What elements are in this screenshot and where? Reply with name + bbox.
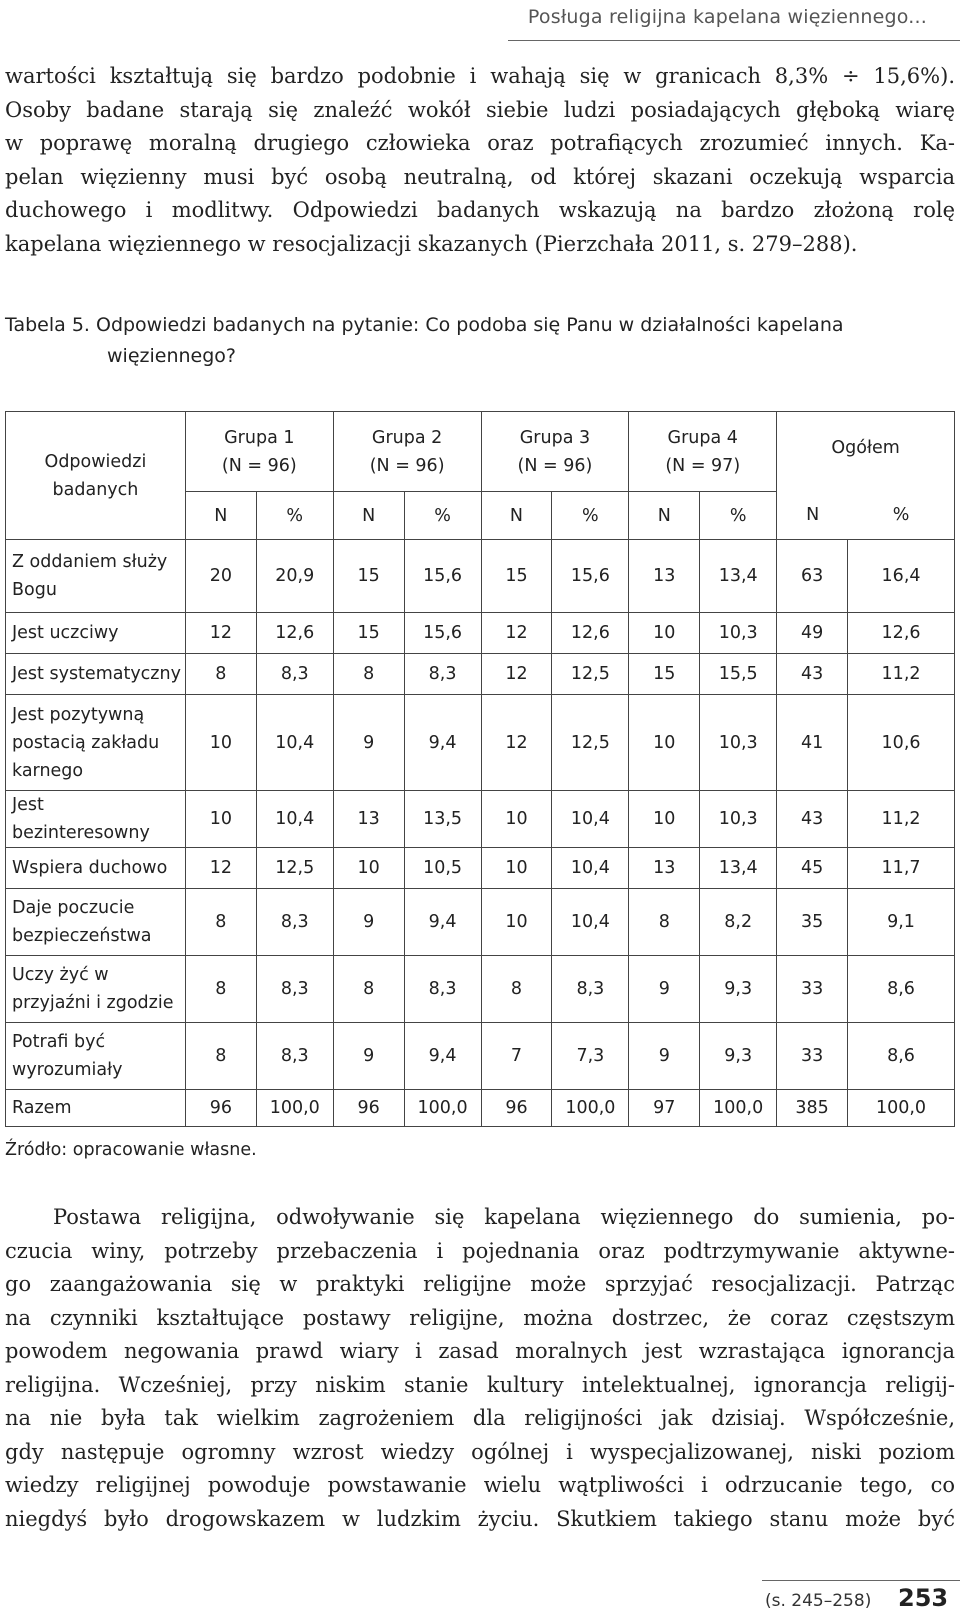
cell-n: 96: [333, 1090, 404, 1127]
cell-pct: 12,5: [552, 654, 629, 695]
cell-pct: 9,1: [848, 889, 955, 956]
cell-pct: 15,6: [404, 613, 481, 654]
cell-pct: 8,6: [848, 956, 955, 1023]
cell-n: 12: [185, 848, 256, 889]
header-respondents: Odpowiedzi badanych: [6, 412, 186, 540]
cell-pct: 8,3: [256, 1023, 333, 1090]
cell-pct: 10,4: [256, 695, 333, 791]
cell-n: 15: [629, 654, 700, 695]
cell-pct: 13,4: [700, 848, 777, 889]
cell-pct: 100,0: [404, 1090, 481, 1127]
cell-n: 13: [629, 848, 700, 889]
cell-pct: 12,6: [552, 613, 629, 654]
text-line: duchowego i modlitwy. Odpowiedzi badanych wskazują na bardzo złożoną rolę: [5, 198, 955, 222]
caption-line: więziennego?: [107, 345, 236, 367]
data-table: [5, 411, 955, 1127]
cell-pct: 100,0: [848, 1090, 955, 1127]
group-n: (N = 96): [517, 455, 593, 476]
text-line: na czynniki kształtujące postawy religijne, można dostrzec, że coraz częstszym: [5, 1305, 955, 1330]
cell-n: 96: [185, 1090, 256, 1127]
cell-pct: 12,6: [848, 613, 955, 654]
sub-header-pct: %: [404, 492, 481, 540]
cell-n: 8: [333, 654, 404, 695]
sub-header-n: N: [333, 492, 404, 540]
cell-pct: 15,5: [700, 654, 777, 695]
cell-n: 10: [629, 695, 700, 791]
row-label: Wspiera duchowo: [6, 848, 186, 889]
cell-pct: 9,3: [700, 1023, 777, 1090]
cell-n: 10: [629, 613, 700, 654]
cell-n: 9: [629, 1023, 700, 1090]
page-number: 253: [898, 1584, 949, 1612]
total-label: Ogółem: [831, 438, 900, 458]
text-line: w poprawę moralną drugiego człowieka oraz potrafiących zrozumieć innych. Ka-: [5, 131, 955, 155]
cell-n: 8: [629, 889, 700, 956]
cell-n: 10: [629, 791, 700, 848]
header-group: [185, 412, 333, 492]
text-line: powodem negowania prawd wiary i zasad moralnych jest wzrastająca ignorancja: [5, 1339, 955, 1363]
header-group: [629, 412, 777, 492]
table-row: [6, 889, 955, 956]
cell-pct: 9,4: [404, 889, 481, 956]
source-note: Źródło: opracowanie własne.: [5, 1140, 257, 1160]
cell-pct: 8,3: [256, 889, 333, 956]
cell-n: 8: [481, 956, 552, 1023]
cell-n: 385: [777, 1090, 848, 1127]
cell-pct: 8,3: [552, 956, 629, 1023]
group-n: (N = 96): [369, 455, 445, 476]
sub-header-n: N: [185, 492, 256, 540]
text-line: kapelana więziennego w resocjalizacji skazanych (Pierzchała 2011, s. 279–288).: [5, 231, 858, 256]
cell-pct: 10,4: [256, 791, 333, 848]
group-name: Grupa 3: [519, 427, 591, 448]
text-line: czucia winy, potrzeby przebaczenia i pojednania oraz podtrzymywanie aktywne-: [5, 1238, 955, 1263]
cell-pct: 12,6: [256, 613, 333, 654]
page-range: (s. 245–258): [765, 1591, 872, 1611]
table-row: [6, 1023, 955, 1090]
cell-n: 20: [185, 540, 256, 613]
sub-header-pct: %: [700, 492, 777, 540]
cell-n: 10: [481, 889, 552, 956]
cell-n: 9: [333, 1023, 404, 1090]
cell-pct: 11,2: [848, 791, 955, 848]
sub-header-pct: %: [256, 492, 333, 540]
cell-pct: 10,4: [552, 791, 629, 848]
group-name: Grupa 2: [371, 427, 443, 448]
cell-pct: 8,6: [848, 1023, 955, 1090]
table-caption: [5, 310, 955, 372]
cell-n: 10: [185, 791, 256, 848]
group-name: Grupa 4: [667, 427, 738, 448]
cell-n: 15: [333, 613, 404, 654]
cell-pct: 16,4: [848, 540, 955, 613]
cell-n: 15: [481, 540, 552, 613]
cell-n: 9: [629, 956, 700, 1023]
table-row: [6, 1090, 955, 1127]
cell-pct: 10,3: [700, 791, 777, 848]
text-line: niegdyś było drogowskazem w ludzkim życiu. Skutkiem takiego stanu może być: [5, 1506, 955, 1531]
cell-n: 96: [481, 1090, 552, 1127]
cell-pct: 20,9: [256, 540, 333, 613]
text-line: wiedzy religijnej powoduje powstawanie wielu wątpliwości i odrzucanie tego, co: [5, 1473, 955, 1497]
text-line: Postawa religijna, odwoływanie się kapelana więziennego do sumienia, po-: [53, 1205, 955, 1229]
footer-rule: [762, 1580, 960, 1581]
cell-n: 8: [185, 1023, 256, 1090]
cell-n: 43: [777, 654, 848, 695]
cell-pct: 10,3: [700, 613, 777, 654]
cell-n: 15: [333, 540, 404, 613]
sub-header-pct: %: [892, 505, 910, 525]
cell-n: 8: [185, 956, 256, 1023]
cell-pct: 9,4: [404, 1023, 481, 1090]
cell-n: 10: [481, 791, 552, 848]
cell-pct: 100,0: [700, 1090, 777, 1127]
cell-n: 63: [777, 540, 848, 613]
header-total: [777, 412, 955, 540]
table-row: [6, 540, 955, 613]
cell-pct: 9,3: [700, 956, 777, 1023]
cell-pct: 10,4: [552, 848, 629, 889]
cell-n: 13: [629, 540, 700, 613]
text-line: wartości kształtują się bardzo podobnie i wahają się w granicach 8,3% ÷ 15,6%).: [5, 64, 955, 88]
sub-header-n: N: [629, 492, 700, 540]
cell-n: 8: [185, 889, 256, 956]
cell-n: 43: [777, 791, 848, 848]
cell-n: 33: [777, 956, 848, 1023]
cell-pct: 10,6: [848, 695, 955, 791]
row-label: Jest systematyczny: [6, 654, 186, 695]
cell-n: 10: [185, 695, 256, 791]
table-row: [6, 791, 955, 848]
cell-n: 35: [777, 889, 848, 956]
cell-pct: 12,5: [552, 695, 629, 791]
table-row: [6, 848, 955, 889]
cell-n: 9: [333, 695, 404, 791]
cell-pct: 100,0: [256, 1090, 333, 1127]
text-line: pelan więzienny musi być osobą neutralną, od której skazani oczekują wsparcia: [5, 164, 955, 189]
text-line: na nie była tak wielkim zagrożeniem dla religijności jak dzisiaj. Współcześnie,: [5, 1406, 955, 1430]
header-group: [333, 412, 481, 492]
cell-pct: 8,3: [404, 654, 481, 695]
cell-n: 97: [629, 1090, 700, 1127]
cell-pct: 9,4: [404, 695, 481, 791]
cell-n: 33: [777, 1023, 848, 1090]
cell-n: 12: [185, 613, 256, 654]
cell-n: 41: [777, 695, 848, 791]
cell-pct: 10,5: [404, 848, 481, 889]
cell-n: 12: [481, 613, 552, 654]
group-n: (N = 96): [221, 455, 297, 476]
cell-pct: 8,3: [256, 654, 333, 695]
row-label: Jest pozytywną postacią zakładu karnego: [6, 695, 186, 791]
sub-header-n: N: [806, 505, 820, 525]
header-group: [481, 412, 629, 492]
cell-n: 12: [481, 695, 552, 791]
cell-pct: 8,2: [700, 889, 777, 956]
group-name: Grupa 1: [224, 427, 295, 448]
text-line: gdy następuje ogromny wzrost wiedzy ogólnej i wyspecjalizowanej, niski poziom: [5, 1439, 955, 1464]
cell-pct: 12,5: [256, 848, 333, 889]
cell-pct: 15,6: [404, 540, 481, 613]
total-subheader: [777, 501, 954, 529]
text-line: Osoby badane starają się znaleźć wokół siebie ludzi posiadających głęboką wiarę: [5, 97, 955, 122]
group-n: (N = 97): [665, 455, 741, 476]
cell-n: 7: [481, 1023, 552, 1090]
table-row: [6, 613, 955, 654]
cell-pct: 100,0: [552, 1090, 629, 1127]
table-row: [6, 695, 955, 791]
running-head: Posługa religijna kapelana więziennego...: [527, 6, 927, 28]
cell-pct: 7,3: [552, 1023, 629, 1090]
table-row: [6, 956, 955, 1023]
sub-header-n: N: [481, 492, 552, 540]
cell-pct: 11,7: [848, 848, 955, 889]
cell-pct: 13,4: [700, 540, 777, 613]
text-line: go zaangażowania się w praktyki religijne może sprzyjać resocjalizacji. Patrząc: [5, 1272, 955, 1296]
row-label: Uczy żyć w przyjaźni i zgodzie: [6, 956, 186, 1023]
cell-n: 13: [333, 791, 404, 848]
caption-line: Tabela 5. Odpowiedzi badanych na pytanie: Co podoba się Panu w działalności kapelana: [5, 314, 844, 336]
cell-n: 45: [777, 848, 848, 889]
cell-n: 49: [777, 613, 848, 654]
text-line: religijna. Wcześniej, przy niskim stanie kultury intelektualnej, ignorancja religij-: [5, 1372, 955, 1397]
cell-n: 9: [333, 889, 404, 956]
row-label: Jest bezinteresowny: [6, 791, 186, 848]
paragraph-top: [5, 60, 955, 261]
cell-n: 8: [333, 956, 404, 1023]
cell-n: 10: [481, 848, 552, 889]
cell-pct: 10,3: [700, 695, 777, 791]
cell-n: 10: [333, 848, 404, 889]
cell-pct: 8,3: [256, 956, 333, 1023]
cell-pct: 10,4: [552, 889, 629, 956]
cell-pct: 11,2: [848, 654, 955, 695]
cell-n: 8: [185, 654, 256, 695]
cell-pct: 8,3: [404, 956, 481, 1023]
header-rule: [508, 40, 960, 41]
cell-pct: 13,5: [404, 791, 481, 848]
row-label: Z oddaniem służy Bogu: [6, 540, 186, 613]
sub-header-pct: %: [552, 492, 629, 540]
cell-n: 12: [481, 654, 552, 695]
cell-pct: 15,6: [552, 540, 629, 613]
paragraph-bottom: [5, 1201, 955, 1536]
row-label: Potrafi być wyrozumiały: [6, 1023, 186, 1090]
table-row: [6, 654, 955, 695]
row-label: Jest uczciwy: [6, 613, 186, 654]
row-label: Razem: [6, 1090, 186, 1127]
row-label: Daje poczucie bezpieczeństwa: [6, 889, 186, 956]
